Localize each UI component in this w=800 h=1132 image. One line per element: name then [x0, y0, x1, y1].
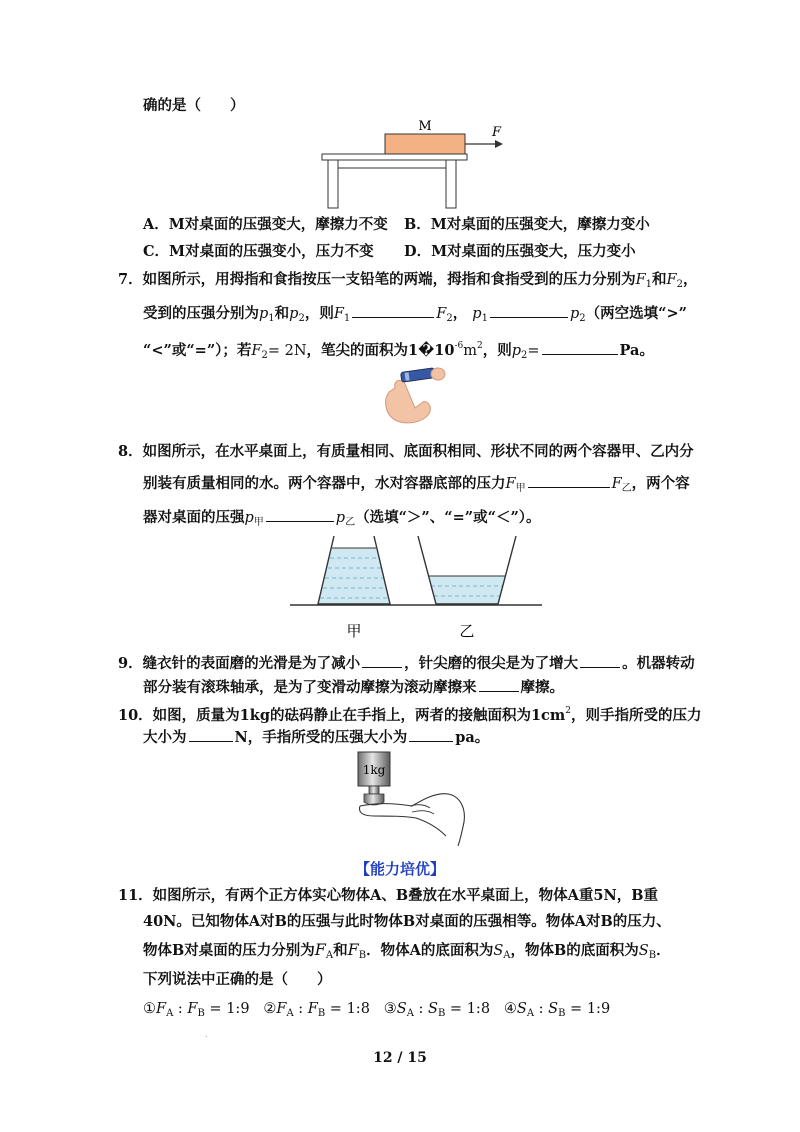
- q11-line-3: 物体B对桌面的压力分别为$F_A$和$F_B$．物体A的底面积为$S_A$，物体B的底面积为$S_B$．: [143, 940, 671, 961]
- q8-blank-2[interactable]: [266, 506, 334, 522]
- block-M-label: M: [418, 119, 432, 134]
- q6-option-b: B．M对桌面的压强变大，摩擦力变小: [404, 216, 650, 233]
- container-yi-water: [428, 576, 506, 604]
- weight-finger-figure: [350, 748, 474, 848]
- q11-choices: $①F_A$ : $F_B$ = 1:9 $②F_A$ : $F_B$ = 1:8 $③S_A$ : $S_B$ = 1:8 $④S_A$ : $S_B$ = 1:9: [143, 1001, 611, 1019]
- q10-line-1: 10．如图，质量为1kg的砝码静止在手指上，两者的接触面积为$1cm^2$，则手指所受的压力: [118, 706, 702, 724]
- hand-shape: [386, 381, 431, 423]
- q7-blank-1[interactable]: [352, 302, 434, 318]
- q9-line-1: 9．缝衣针的表面磨的光滑是为了减小 ，针尖磨的很尖是为了增大 。机器转动: [118, 652, 695, 674]
- hand-fingers: [410, 805, 434, 814]
- q7-line-2: 受到的压强分别为$p_1$和$p_2$，则$F_1$ $F_2$， $p_1$ $p_2$（两空选填“>”: [143, 302, 687, 329]
- force-arrowhead: [495, 140, 503, 148]
- table-leg-right: [446, 160, 456, 208]
- q11-line-2: 40N。已知物体A对B的压强与此时物体B对桌面的压强相等。物体A对B的压力、: [143, 913, 671, 930]
- block-M: [385, 134, 465, 154]
- table-block-figure: [310, 118, 530, 210]
- weight-neck: [369, 786, 379, 794]
- q6-option-a: A．M对桌面的压强变大，摩擦力不变: [143, 216, 388, 233]
- q9-line-2: 部分装有滚珠轴承，是为了变滑动摩擦为滚动摩擦来 摩擦。: [143, 676, 564, 698]
- q7-blank-3[interactable]: [542, 339, 618, 355]
- force-F-label: F: [492, 125, 502, 140]
- label-yi: 乙: [459, 622, 475, 640]
- q7-blank-2[interactable]: [490, 302, 568, 318]
- q6-option-d: D．M对桌面的压强变大，压力变小: [404, 243, 636, 260]
- thumb: [431, 368, 445, 380]
- q9-blank-3[interactable]: [479, 676, 519, 692]
- page-number: 12 / 15: [373, 1050, 427, 1066]
- q7-line-1: 7．如图所示，用拇指和食指按压一支铅笔的两端，拇指和食指受到的压力分别为$F_1$和$F_2$，: [118, 271, 698, 290]
- table-leg-left: [328, 160, 338, 208]
- q6-stem-tail: 确的是（ ）: [143, 97, 245, 114]
- q8-line-2: 别装有质量相同的水。两个容器中，水对容器底部的压力$F_甲$ $F_乙$，两个容: [143, 472, 690, 499]
- q8-blank-1[interactable]: [528, 472, 610, 488]
- q10-blank-2[interactable]: [409, 726, 453, 742]
- q7-line-3: “<”或“=”）；若$F_2= 2N$，笔尖的面积为$1�10^{-6}m^2$，则$p_2= Pa$。: [143, 341, 654, 361]
- q8-line-3: 器对桌面的压强$p_甲$ $p_乙$（选填“＞”、“=”或“＜”）。: [143, 506, 541, 533]
- q11-line-1: 11．如图所示，有两个正方体实心物体A、B叠放在水平桌面上，物体A重5N，B重: [118, 887, 659, 904]
- table-top: [322, 154, 467, 160]
- hand-pencil-figure: [375, 362, 455, 426]
- stray-dot: .: [205, 1030, 208, 1039]
- q8-line-1: 8．如图所示，在水平桌面上，有质量相同、底面积相同、形状不同的两个容器甲、乙内分: [118, 443, 694, 460]
- q6-option-c: C．M对桌面的压强变小，压力不变: [143, 243, 374, 260]
- containers-figure: [286, 530, 546, 642]
- q10-line-2: 大小为 N，手指所受的压强大小为 pa。: [143, 726, 489, 748]
- section-title: 【能力培优】: [354, 860, 445, 878]
- q9-blank-1[interactable]: [362, 652, 402, 668]
- q10-blank-1[interactable]: [189, 726, 233, 742]
- q11-line-4: 下列说法中正确的是（ ）: [143, 971, 332, 988]
- weight-label: 1kg: [362, 763, 386, 777]
- label-jia: 甲: [346, 622, 362, 640]
- q9-blank-2[interactable]: [580, 652, 620, 668]
